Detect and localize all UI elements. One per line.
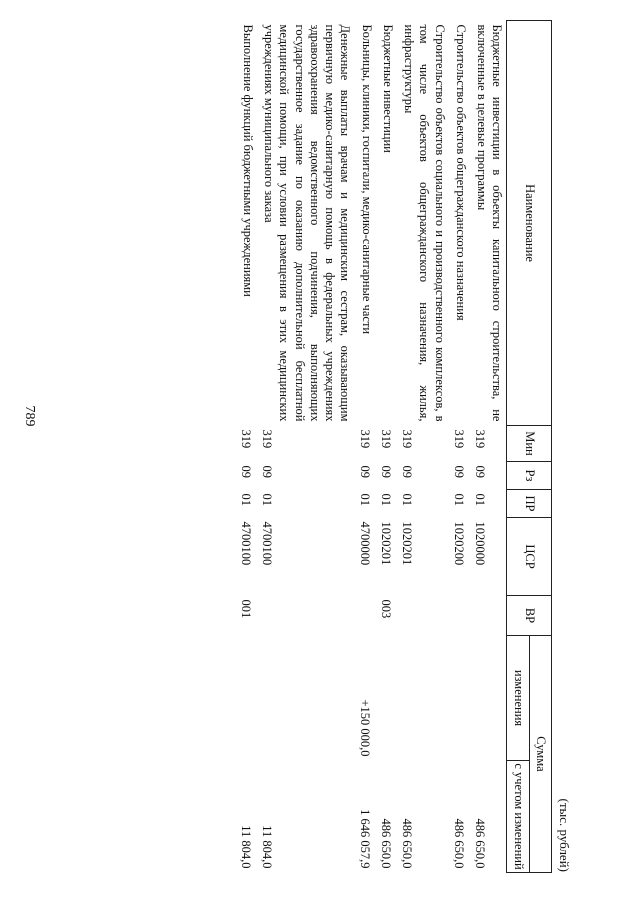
header-rz: Рз <box>507 462 552 490</box>
row-changes: +150 000,0 <box>357 699 372 757</box>
row-name: Строительство объектов общегражданского назначения <box>454 24 468 321</box>
header-min: Мин <box>507 426 552 462</box>
row-total: 486 650,0 <box>452 818 466 869</box>
row-changes <box>236 636 257 761</box>
units-label: (тыс. рублей) <box>557 798 572 872</box>
row-vr <box>470 596 507 636</box>
page-number: 789 <box>22 405 37 427</box>
row-pr: 01 <box>452 493 466 506</box>
header-sum: Сумма <box>529 636 551 873</box>
row-rz: 09 <box>239 465 253 478</box>
row-min: 319 <box>357 429 372 449</box>
row-csr: 1020201 <box>379 521 393 566</box>
row-name: Бюджетные инвестиции <box>381 24 395 153</box>
row-total: 11 804,0 <box>239 825 253 869</box>
row-rz: 09 <box>357 465 372 478</box>
row-rz: 09 <box>260 465 275 478</box>
row-changes <box>470 636 507 761</box>
row-name: Выполнение функций бюджетными учреждениями <box>241 24 255 297</box>
row-csr: 4700100 <box>260 521 275 566</box>
row-min: 319 <box>379 429 393 449</box>
row-rz: 09 <box>452 465 466 478</box>
row-name: Денежные выплаты врачам и медицинским сестрам, оказывающим первичную медико-санитарную помощь в федеральных учреждениях здравоохранения ведомственного подчинения, выполняющих государственное задание по оказанию дополнительной бесплатной медицинской помощи, при условии размещения в этих медицинских учреждениях муниципального заказа <box>262 24 353 422</box>
row-changes <box>397 636 449 761</box>
row-total: 486 650,0 <box>379 818 393 869</box>
row-min: 319 <box>260 429 275 449</box>
row-min: 319 <box>400 429 415 449</box>
header-pr: ПР <box>507 490 552 518</box>
row-csr: 4700000 <box>357 521 372 566</box>
row-vr <box>355 596 376 636</box>
table-row <box>355 21 376 873</box>
row-min: 319 <box>239 429 253 449</box>
row-total: 1 646 057,9 <box>357 809 372 869</box>
row-vr: 001 <box>239 599 253 619</box>
row-pr: 01 <box>357 493 372 506</box>
table-row <box>449 21 470 873</box>
row-min: 319 <box>473 429 488 449</box>
row-csr: 1020200 <box>452 521 466 566</box>
row-rz: 09 <box>400 465 415 478</box>
row-rz: 09 <box>473 465 488 478</box>
header-csr: ЦСР <box>507 518 552 596</box>
row-changes <box>376 636 397 761</box>
row-pr: 01 <box>239 493 253 506</box>
row-pr: 01 <box>260 493 275 506</box>
row-changes <box>449 636 470 761</box>
row-vr <box>257 596 355 636</box>
table-row <box>376 21 397 873</box>
row-total: 11 804,0 <box>260 825 275 869</box>
row-csr: 1020000 <box>473 521 488 566</box>
header-changes: изменения <box>507 636 529 761</box>
table-row <box>470 21 507 873</box>
row-total: 486 650,0 <box>473 818 488 869</box>
row-vr: 003 <box>379 599 393 619</box>
table-row <box>257 21 355 873</box>
row-pr: 01 <box>473 493 488 506</box>
header-with-changes: с учетом изменений <box>507 761 529 873</box>
header-row <box>529 21 551 873</box>
row-vr <box>449 596 470 636</box>
row-vr <box>397 596 449 636</box>
row-pr: 01 <box>379 493 393 506</box>
budget-table <box>236 20 552 873</box>
row-name: Бюджетные инвестиции в объекты капитального строительства, не включенные в целевые программы <box>475 24 505 422</box>
row-total: 486 650,0 <box>400 818 415 869</box>
row-min: 319 <box>452 429 466 449</box>
header-vr: ВР <box>507 596 552 636</box>
table-row <box>397 21 449 873</box>
row-pr: 01 <box>400 493 415 506</box>
row-csr: 4700100 <box>239 521 253 566</box>
budget-sheet <box>80 20 580 880</box>
row-csr: 1020201 <box>400 521 415 566</box>
row-name: Больницы, клиники, госпитали, медико-санитарные части <box>359 24 374 335</box>
row-rz: 09 <box>379 465 393 478</box>
row-changes <box>257 636 355 761</box>
table-row <box>236 21 257 873</box>
header-name: Наименование <box>507 21 552 426</box>
row-name: Строительство объектов социального и производственного комплексов, в том числе объектов общегражданского назначения, жилья, инфраструктуры <box>402 24 447 422</box>
